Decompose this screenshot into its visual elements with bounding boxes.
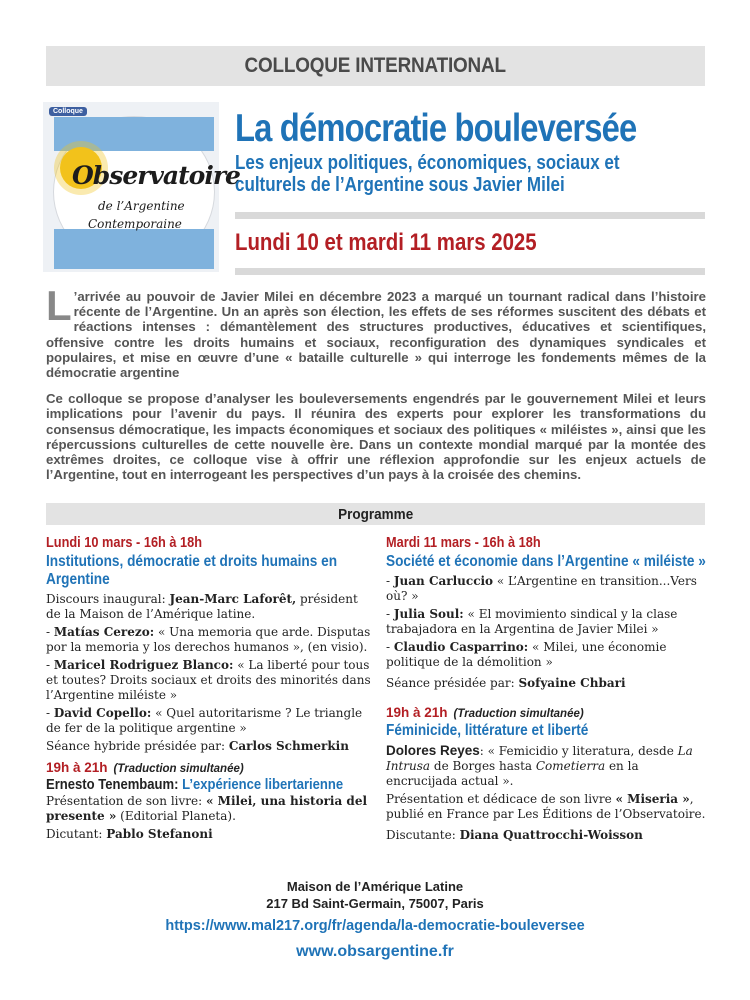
flag-stripe-bottom bbox=[54, 229, 214, 269]
banner-text: COLLOQUE INTERNATIONAL bbox=[244, 54, 507, 77]
day-1-heading: Lundi 10 mars - 16h à 18h bbox=[46, 535, 203, 551]
discussant: Dicutant: Pablo Stefanoni bbox=[46, 827, 213, 841]
day-2-session-title: Société et économie dans l’Argentine « miléiste » bbox=[386, 553, 706, 570]
logo-text-contemporaine: Contemporaine bbox=[88, 217, 182, 231]
dropcap: L bbox=[46, 282, 72, 329]
day-1-session-title: Institutions, démocratie et droits humains en Argentine bbox=[46, 553, 338, 588]
page-subtitle: Les enjeux politiques, économiques, sociaux et culturels de l’Argentine sous Javier Milei bbox=[235, 152, 620, 196]
talk-item: - Claudio Casparrino: « Milei, une économie politique de la démolition » bbox=[386, 640, 667, 669]
evening-session-title: Féminicide, littérature et liberté bbox=[386, 722, 589, 739]
evening-talk: Dolores Reyes: « Femicidio y literatura, desde La Intrusa de Borges hasta Cometierra en la encrucijada actual ». bbox=[386, 743, 693, 788]
website-link[interactable]: www.obsargentine.fr bbox=[296, 943, 454, 960]
divider-bottom bbox=[235, 268, 705, 275]
logo-circle bbox=[53, 116, 240, 268]
book-presentation: Présentation de son livre: « Milei, una historia del presente » (Editorial Planeta). bbox=[46, 794, 368, 823]
event-link[interactable]: https://www.mal217.org/fr/agenda/la-democratie-bouleversee bbox=[165, 918, 585, 934]
evening-time: 19h à 21h (Traduction simultanée) bbox=[386, 705, 584, 720]
talk-item: - Maricel Rodriguez Blanco: « La liberté pour tous et toutes? Droits sociaux et droits des minorités dans l’Argentine miléiste » bbox=[46, 658, 371, 702]
event-date: Lundi 10 et mardi 11 mars 2025 bbox=[235, 229, 537, 256]
talk-item: - David Copello: « Quel autoritarisme ? Le triangle de fer de la politique argentine » bbox=[46, 706, 363, 735]
divider-top bbox=[235, 212, 705, 219]
venue-address: 217 Bd Saint-Germain, 75007, Paris bbox=[266, 896, 484, 911]
programme-heading-text: Programme bbox=[337, 505, 414, 523]
page-title: La démocratie bouleversée bbox=[235, 107, 637, 150]
programme-day-2 bbox=[386, 535, 706, 846]
intro-text bbox=[46, 282, 706, 483]
book-presentation: Présentation et dédicace de son livre « Miseria », publié en France par Les Éditions de l’Observatoire. bbox=[386, 792, 706, 821]
observatoire-logo bbox=[43, 102, 240, 272]
venue-block bbox=[0, 878, 750, 912]
talk-item: - Juan Carluccio « L’Argentine en transition...Vers où? » bbox=[386, 574, 697, 603]
logo-text-argentine: de l’Argentine bbox=[98, 199, 185, 213]
talk-item: - Julia Soul: « El movimiento sindical y la clase trabajadora en la Argentina de Javier Milei » bbox=[386, 607, 678, 636]
flag-stripe-top bbox=[54, 117, 214, 151]
colloque-badge: Colloque bbox=[49, 107, 87, 116]
programme-heading bbox=[46, 503, 705, 525]
evening-speaker: Ernesto Tenembaum: L’expérience libertarienne bbox=[46, 777, 344, 793]
logo-text-observatoire: Observatoire bbox=[72, 161, 240, 190]
programme-day-1 bbox=[46, 535, 371, 845]
talk-item: - Matías Cerezo: « Una memoria que arde. Disputas por la memoria y los derechos humanos », (en visio). bbox=[46, 625, 371, 654]
venue-name: Maison de l’Amérique Latine bbox=[286, 879, 464, 894]
session-chair: Séance présidée par: Sofyaine Chbari bbox=[386, 676, 626, 690]
intro-paragraph-2: Ce colloque se propose d’analyser les bouleversements engendrés par le gouvernement Milei et leurs implications pour l’avenir du pays. Il réunira des experts pour explorer les transformations du consensus démocratique, les impacts économiques et sociaux des politiques « miléistes », ainsi que les répercussions culturelles de cette nouvelle ère. Dans un contexte mondial marqué par la montée des extrêmes droites, ce colloque vise à offrir une réflexion approfondie sur les enjeux actuels de l’Argentine, tout en interrogeant les perspectives d’un pays à la croisée des chemins. bbox=[46, 391, 706, 483]
opening-speech: Discours inaugural: Jean-Marc Laforêt, président de la Maison de l’Amérique latine. bbox=[46, 592, 358, 621]
intro-paragraph-1: L ’arrivée au pouvoir de Javier Milei en décembre 2023 a marqué un tournant radical dans l’histoire récente de l’Argentine. Un an après son élection, les effets de ses réformes suscitent des débats et réactions intenses : démantèlement des structures productives, éducatives et scientifiques, offensive contre les droits humains et sociaux, reconfiguration des dynamiques syndicales et populaires, et mise en œuvre d’une « bataille culturelle » qui interroge les fondements mêmes de la démocratie argentine bbox=[46, 282, 706, 381]
evening-time: 19h à 21h (Traduction simultanée) bbox=[46, 760, 244, 775]
session-chair: Séance hybride présidée par: Carlos Schmerkin bbox=[46, 739, 349, 753]
day-2-heading: Mardi 11 mars - 16h à 18h bbox=[386, 535, 541, 551]
header-banner bbox=[46, 46, 705, 86]
discussant: Discutante: Diana Quattrocchi-Woisson bbox=[386, 828, 643, 842]
